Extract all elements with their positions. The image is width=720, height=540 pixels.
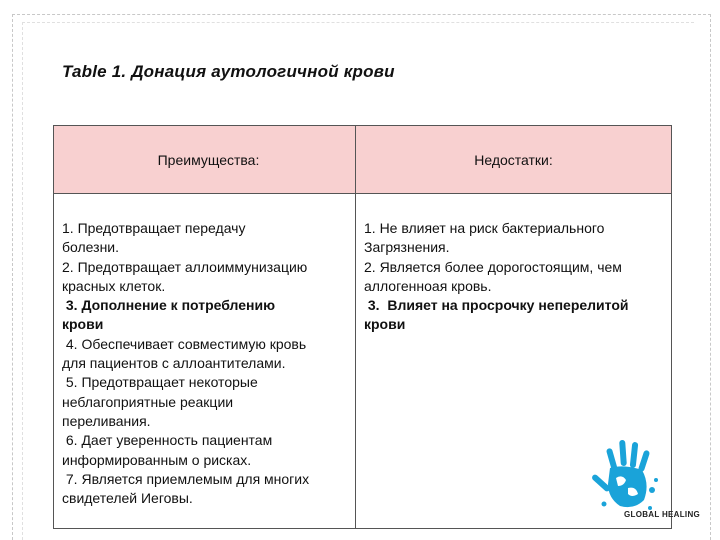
list-item: 5. Предотвращает некоторые <box>62 374 258 391</box>
list-item: свидетелей Иеговы. <box>62 490 193 507</box>
list-item: 1. Не влияет на риск бактериального <box>364 220 605 236</box>
list-item: неблагоприятные реакции <box>62 393 234 410</box>
logo-text: GLOBAL HEALING <box>624 510 701 519</box>
list-item: крови <box>364 316 406 333</box>
list-item: 1. Предотвращает передачу <box>62 220 246 236</box>
list-item: 2. Является более дорогостоящим, чем <box>364 258 622 275</box>
list-item: крови <box>62 316 104 333</box>
disadvantages-list <box>364 219 669 335</box>
list-item: болезни. <box>62 239 120 256</box>
list-item: 2. Предотвращает аллоиммунизацию <box>62 258 308 275</box>
comparison-table <box>53 125 672 529</box>
list-item: 4. Обеспечивает совместимую кровь <box>62 335 307 352</box>
list-item: 6. Дает уверенность пациентам <box>62 432 273 449</box>
slide-title: Table 1. Донация аутологичной крови <box>62 62 395 81</box>
list-item: красных клеток. <box>62 277 166 294</box>
list-item: переливания. <box>62 412 151 429</box>
advantages-list <box>62 219 352 508</box>
list-item: 7. Является приемлемым для многих <box>62 470 310 487</box>
list-item: аллогенноая кровь. <box>364 277 492 294</box>
list-item: для пациентов с аллоантителами. <box>62 355 286 372</box>
list-item: Загрязнения. <box>364 239 450 256</box>
header-disadvantages: Недостатки: <box>474 152 553 168</box>
list-item: 3. Дополнение к потреблению <box>62 297 276 314</box>
list-item: информированным о рисках. <box>62 451 252 468</box>
list-item: 3. Влияет на просрочку неперелитой <box>364 297 629 314</box>
header-advantages: Преимущества: <box>157 152 260 168</box>
